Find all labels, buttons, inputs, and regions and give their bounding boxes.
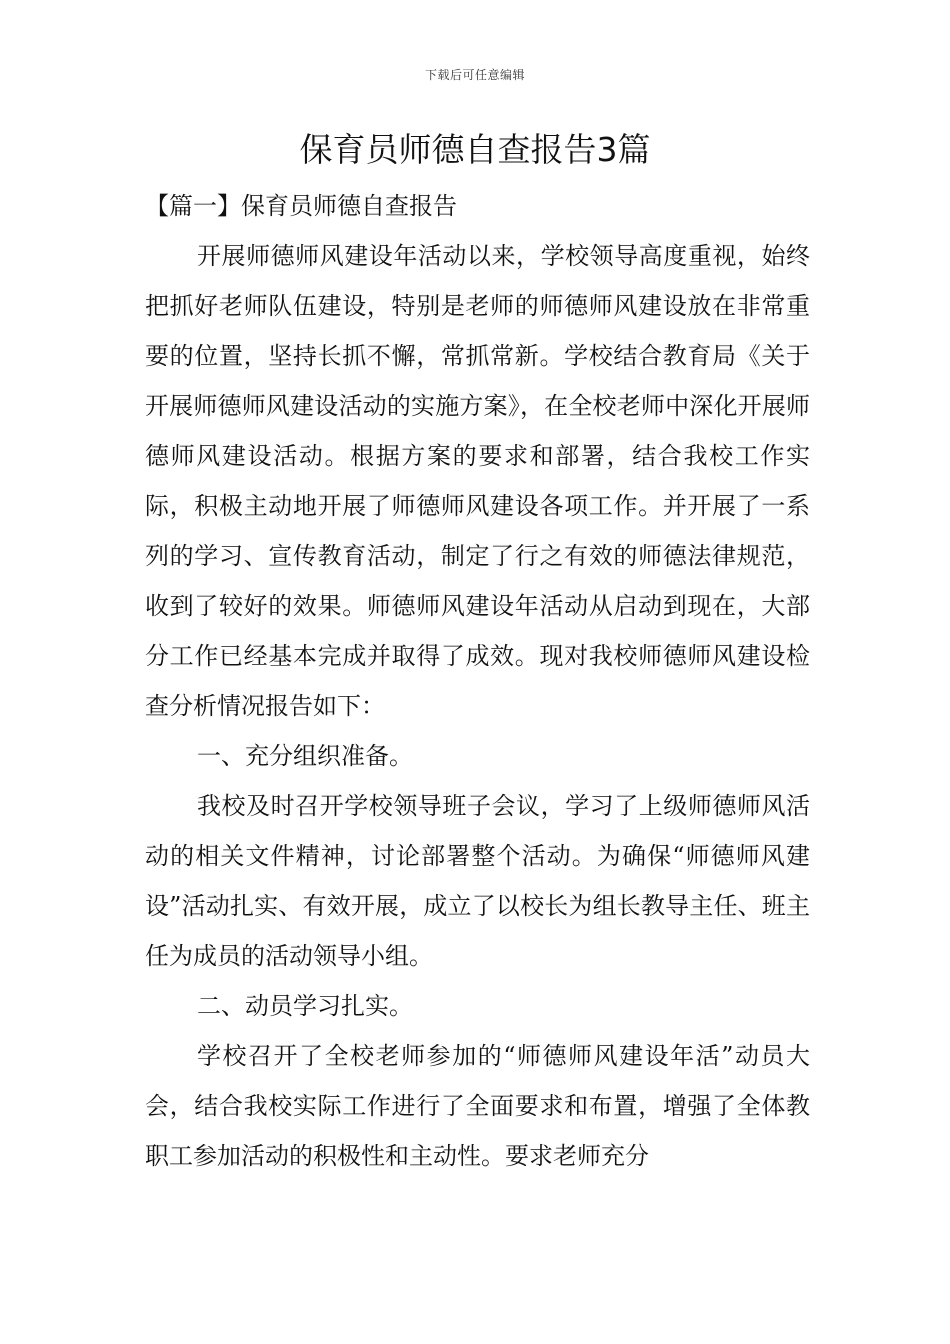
header-note: 下载后可任意编辑 xyxy=(424,68,525,82)
subheading-mobilization: 二、动员学习扎实。 xyxy=(197,992,413,1020)
section-heading: 【篇一】保育员师德自查报告 xyxy=(145,192,457,220)
subheading-organization: 一、充分组织准备。 xyxy=(197,742,413,770)
paragraph-intro: 开展师德师风建设年活动以来，学校领导高度重视，始终把抓好老师队伍建设，特别是老师的师德师风建设放在非常重要的位置，坚持长抓不懈，常抓常新。学校结合教育局《关于开展师德师风建设活动的实施方案》，在全校老师中深化开展师德师风建设活动。根据方案的要求和部署，结合我校工作实际，积极主动地开展了师德师风建设各项工作。并开展了一系列的学习、宣传教育活动，制定了行之有效的师德法律规范，收到了较好的效果。师德师风建设年活动从启动到现在，大部分工作已经基本完成并取得了成效。现对我校师德师风建设检查分析情况报告如下： xyxy=(145,242,810,720)
paragraph-organization: 我校及时召开学校领导班子会议，学习了上级师德师风活动的相关文件精神，讨论部署整个活动。为确保“师德师风建设”活动扎实、有效开展，成立了以校长为组长教导主任、班主任为成员的活动领导小组。 xyxy=(145,792,810,970)
document-body xyxy=(145,181,810,1181)
paragraph-mobilization: 学校召开了全校老师参加的“师德师风建设年活”动员大会，结合我校实际工作进行了全面要求和布置，增强了全体教职工参加活动的积极性和主动性。要求老师充分 xyxy=(145,1042,810,1170)
document-title: 保育员师德自查报告3篇 xyxy=(299,130,651,169)
